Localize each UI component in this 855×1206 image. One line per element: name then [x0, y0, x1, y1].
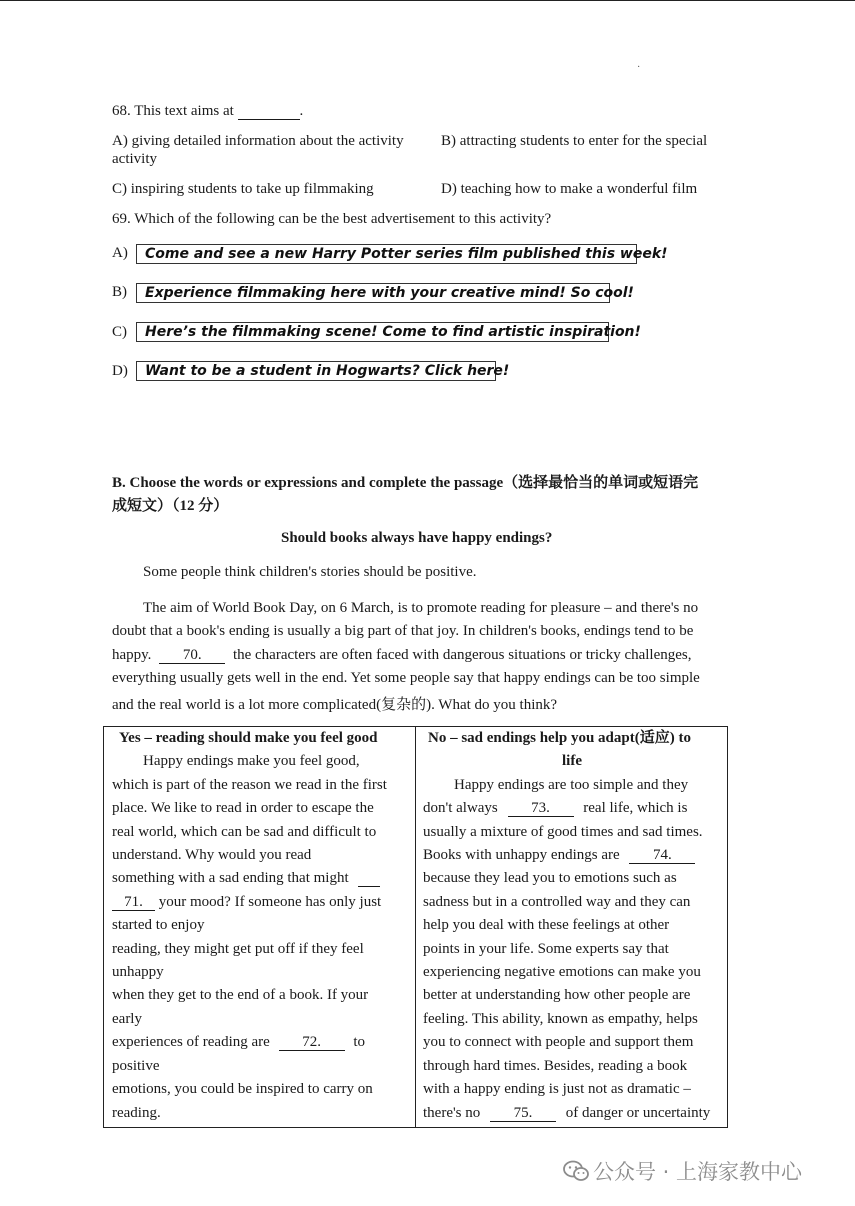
q68-option-d: D) teaching how to make a wonderful film [441, 181, 698, 197]
table-divider [415, 727, 416, 1127]
section-b-heading-cont: 成短文）（12 分） [112, 498, 229, 514]
q69-option-b-letter: B) [112, 284, 127, 300]
blank-75[interactable]: 75. [490, 1105, 556, 1122]
q69-option-c-letter: C) [112, 324, 127, 340]
top-border-line [0, 0, 855, 1]
q69-option-b-ad: Experience filmmaking here with your creative mind! So cool! [136, 283, 610, 303]
no-column: No – sad endings help you adapt(适应) to life Happy endings are too simple and they don't always 73. real life, which is usually a mixture of good times and sad times. Books with unhappy endings are 74. because they lead you to emotions such as sadness but in a controlled way and they can help you deal with these feelings at other points in your life. Some experts say that experiencing negative emotions can make you better at understanding how other people are feeling. This ability, known as empathy, helps you to connect with people and support them through hard times. Besides, reading a book with a happy ending is just not as dramatic – there's no 75. of danger or uncertainty [423, 727, 710, 1125]
q69-option-c-ad: Here’s the filmmaking scene! Come to find artistic inspiration! [136, 322, 609, 342]
page-speck: · [637, 62, 641, 73]
yes-header: Yes – reading should make you feel good [119, 730, 378, 746]
passage-line-1: The aim of World Book Day, on 6 March, is to promote reading for pleasure – and there's no [143, 600, 699, 616]
wechat-icon [563, 1160, 589, 1182]
q68-option-c: C) inspiring students to take up filmmaking [112, 181, 374, 197]
blank-72[interactable]: 72. [279, 1034, 345, 1051]
passage-title: Should books always have happy endings? [281, 530, 553, 546]
q69-option-d-letter: D) [112, 363, 128, 379]
no-header: No – sad endings help you adapt(适应) to [428, 730, 691, 746]
watermark [563, 1156, 802, 1186]
q68-answer-blank[interactable] [238, 103, 300, 120]
no-header-cont: life [562, 753, 582, 770]
q68-option-a: A) giving detailed information about the activity [112, 133, 404, 149]
q69-option-d-ad: Want to be a student in Hogwarts? Click here! [136, 361, 496, 381]
q69-stem: 69. Which of the following can be the best advertisement to this activity? [112, 211, 552, 227]
q68-stem: 68. This text aims at . [112, 103, 304, 119]
passage-line-5: and the real world is a lot more complicated(复杂的). What do you think? [112, 697, 558, 713]
blank-74[interactable]: 74. [629, 847, 695, 864]
passage-line-3: happy. 70. the characters are often faced with dangerous situations or tricky challenges, [112, 647, 692, 663]
passage-line-4: everything usually gets well in the end. Yet some people say that happy endings can be too simple [112, 670, 700, 686]
watermark-text: 公众号 · 上海家教中心 [593, 1160, 803, 1184]
blank-70[interactable]: 70. [159, 647, 225, 664]
q69-option-a-ad: Come and see a new Harry Potter series film published this week! [136, 244, 637, 264]
opinion-table [103, 726, 728, 1128]
passage-intro: Some people think children's stories should be positive. [143, 564, 477, 580]
passage-line-2: doubt that a book's ending is usually a big part of that joy. In children's books, endings tend to be [112, 623, 694, 639]
section-b-heading: B. Choose the words or expressions and complete the passage（选择最恰当的单词或短语完 [112, 475, 699, 491]
q69-option-a-letter: A) [112, 245, 128, 261]
blank-71[interactable]: 71. [112, 894, 155, 911]
q68-option-b-cont: activity [112, 151, 157, 167]
blank-71-start[interactable] [358, 870, 380, 887]
blank-73[interactable]: 73. [508, 800, 574, 817]
yes-column: Yes – reading should make you feel good Happy endings make you feel good, which is part of the reason we read in the first place. We like to read in order to escape the real world, which can be sad and difficult to understand. Why would you read something with a sad ending that might 71. your mood? If someone has only just started to enjoy reading, they might get put off if they feel unhappy when they get to the end of a book. If your early experiences of reading are 72. to positive emotions, you could be inspired to carry on reading. [112, 727, 387, 1125]
q68-option-b: B) attracting students to enter for the special [441, 133, 708, 149]
